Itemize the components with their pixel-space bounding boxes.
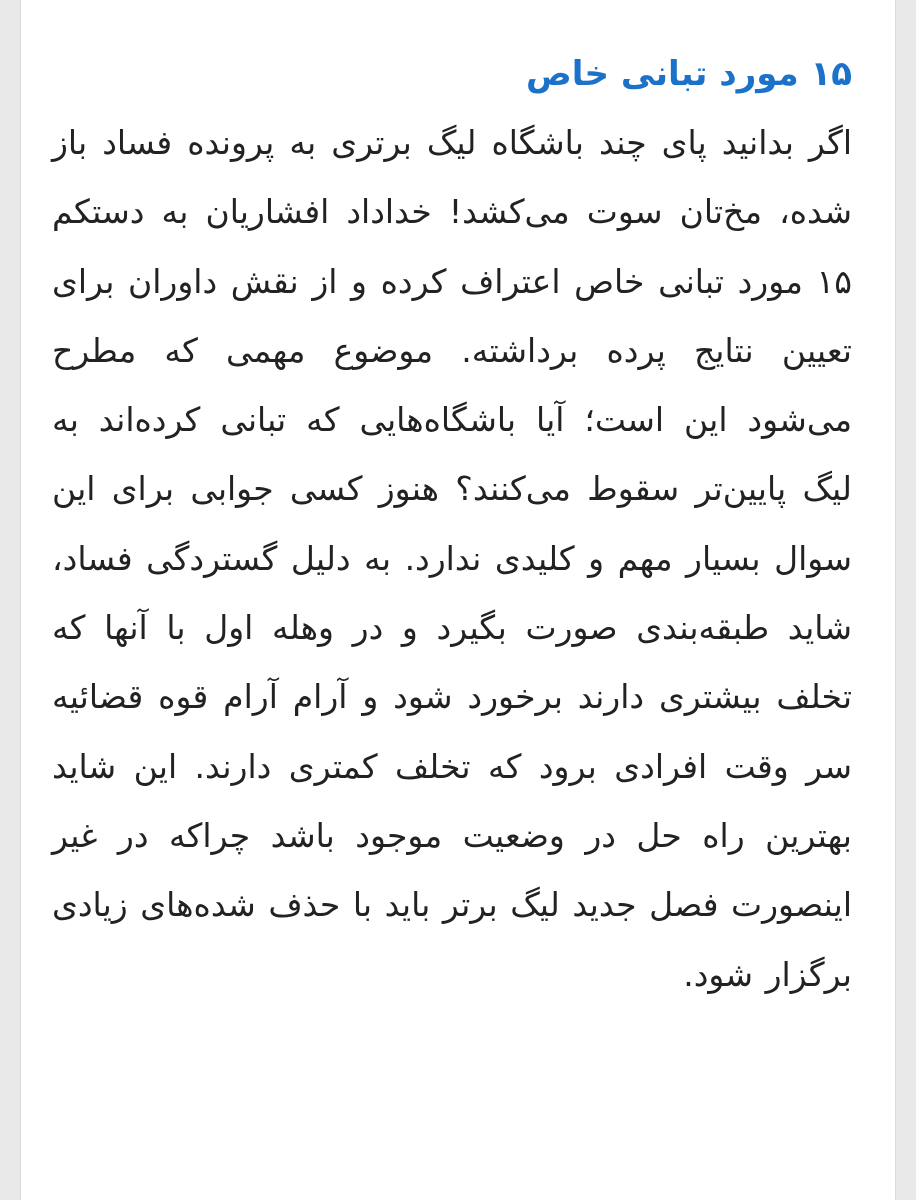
article-body-paragraph: اگر بدانید پای چند باشگاه لیگ برتری به پرونده فساد باز شده، مخ‌تان سوت می‌کشد! خداداد افشاریان به دستکم ۱۵ مورد تبانی خاص اعتراف کرده و از نقش داوران برای تعیین نتایج پرده برداشته. موضوع مهمی که مطرح می‌شود این است؛ آیا باشگاه‌هایی که تبانی کرده‌اند به لیگ پایین‌تر سقوط می‌کنند؟ هنوز کسی جوابی برای این سوال بسیار مهم و کلیدی ندارد. به دلیل گستردگی فساد، شاید طبقه‌بندی صورت بگیرد و در وهله اول با آنها که تخلف بیشتری دارند برخورد شود و آرام آرام قوه قضائیه سر وقت افرادی برود که تخلف کمتری دارند. این شاید بهترین راه حل در وضعیت موجود باشد چراکه در غیر اینصورت فصل جدید لیگ برتر باید با حذف شده‌های زیادی برگزار شود. (52, 123, 852, 994)
article-headline: ۱۵ مورد تبانی خاص (526, 54, 852, 94)
right-screen-border (895, 0, 916, 1200)
left-screen-border (0, 0, 21, 1200)
article-section (52, 40, 852, 1009)
